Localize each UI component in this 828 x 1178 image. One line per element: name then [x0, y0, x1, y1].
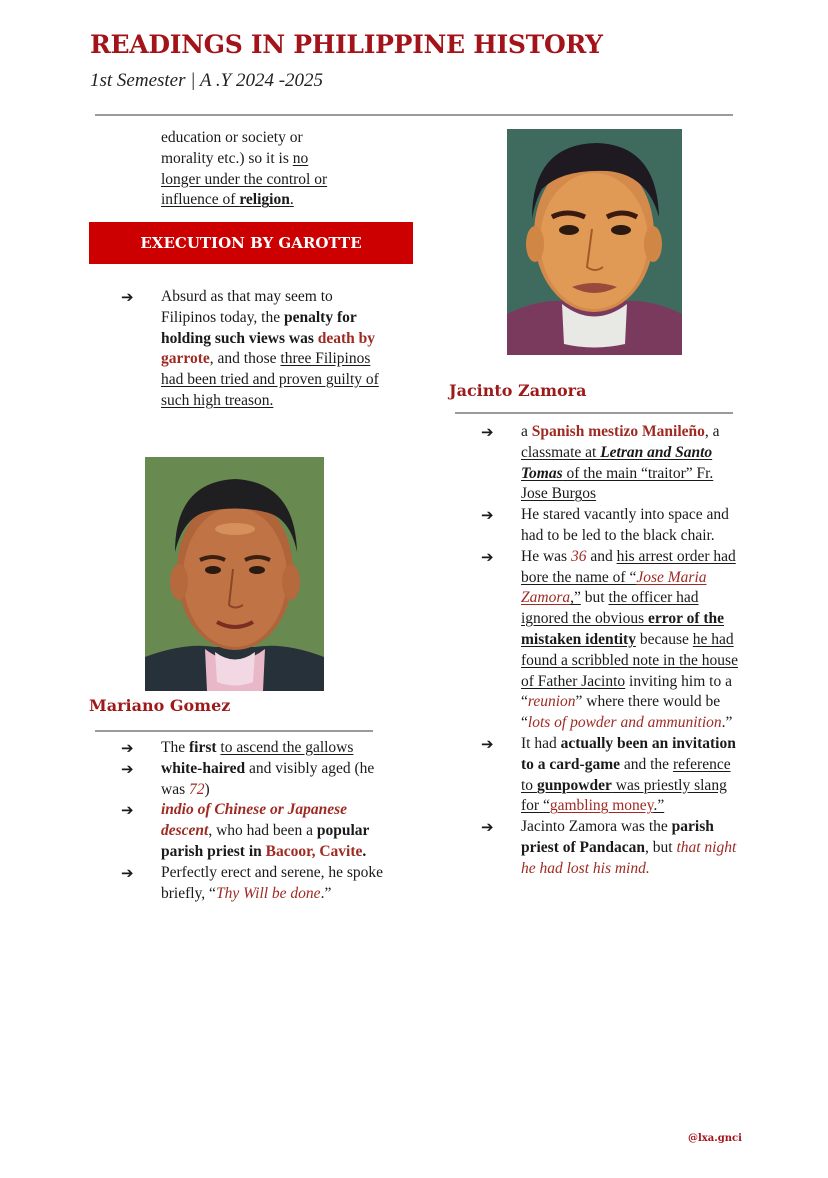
gomez-list [121, 738, 391, 904]
section-banner-execution: EXECUTION BY GAROTTE [89, 222, 413, 264]
document-subtitle: 1st Semester | A .Y 2024 -2025 [90, 70, 324, 91]
arrow-bullet-icon: ➔ [481, 506, 494, 525]
arrow-bullet-icon: ➔ [481, 423, 494, 441]
arrow-bullet-icon: ➔ [121, 759, 134, 778]
gomez-divider [95, 730, 373, 732]
list-item: ➔ white-haired and visibly aged (he was 72) [121, 759, 375, 798]
arrow-bullet-icon: ➔ [481, 818, 494, 837]
list-item: ➔ Perfectly erect and serene, he spoke briefly, “Thy Will be done.” [121, 863, 384, 902]
zamora-list [481, 422, 743, 880]
intro-paragraph [161, 128, 391, 211]
arrow-bullet-icon: ➔ [481, 547, 494, 566]
intro-line: morality etc.) so it is no [161, 149, 309, 167]
list-item: ➔ Jacinto Zamora was the parish priest of Pandacan, but that night he had lost his mind. [481, 818, 737, 877]
list-item: ➔ a Spanish mestizo Manileño, a classmate at Letran and Santo Tomas of the main “traitor” Fr. Jose Burgos [481, 423, 720, 503]
portrait-mariano-gomez [145, 457, 324, 691]
arrow-bullet-icon: ➔ [121, 288, 134, 306]
list-item: ➔ Absurd as that may seem to Filipinos today, the penalty for holding such views was death by garrote, and those three Filipinos had been tried and proven guilty of such high treason. [121, 288, 379, 409]
list-item: ➔ The first to ascend the gallows [121, 739, 354, 757]
list-item: ➔ It had actually been an invitation to a card-game and the reference to gunpowder was priestly slang for “gambling money.” [481, 734, 736, 815]
heading-mariano-gomez: Mariano Gomez [89, 696, 231, 715]
portrait-zamora-image [507, 129, 682, 355]
arrow-bullet-icon: ➔ [121, 863, 134, 882]
arrow-bullet-icon: ➔ [481, 734, 494, 753]
list-item: ➔ He was 36 and his arrest order had bore the name of “Jose Maria Zamora,” but the officer had ignored the obvious error of the mistaken identity because he had found a scribbled note in the house of Father Jacinto inviting him to a “reunion” where there would be “lots of powder and ammunition.” [481, 547, 738, 732]
arrow-bullet-icon: ➔ [121, 739, 134, 757]
arrow-bullet-icon: ➔ [121, 801, 134, 820]
zamora-divider [455, 412, 733, 414]
heading-jacinto-zamora: Jacinto Zamora [449, 381, 587, 400]
list-item: ➔ indio of Chinese or Japanese descent, who had been a popular parish priest in Bacoor, Cavite. [121, 801, 370, 860]
header-divider [95, 114, 733, 116]
intro-line: longer under the control or [161, 170, 328, 188]
list-item: ➔ He stared vacantly into space and had to be led to the black chair. [481, 506, 729, 544]
author-watermark: @lxa.gnci [688, 1133, 742, 1144]
intro-line: education or society or [161, 129, 303, 146]
portrait-gomez-image [145, 457, 324, 691]
garotte-list [121, 287, 391, 412]
portrait-jacinto-zamora [507, 129, 682, 355]
document-title: READINGS IN PHILIPPINE HISTORY [90, 30, 603, 59]
intro-line: influence of religion. [161, 191, 294, 209]
